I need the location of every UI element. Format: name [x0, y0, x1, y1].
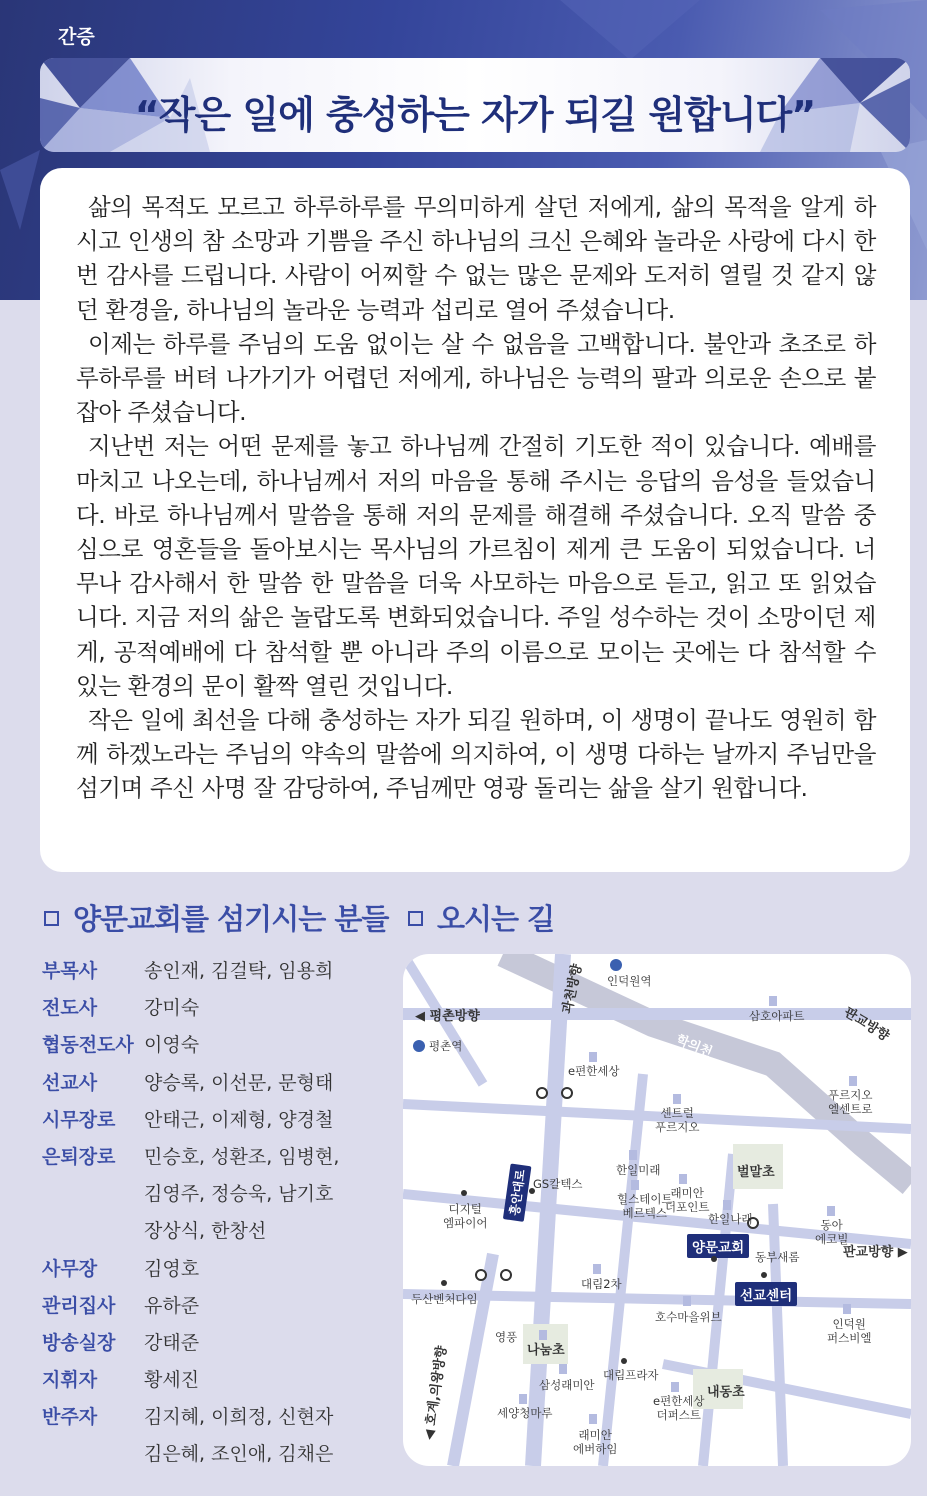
map-label: 영풍: [495, 1330, 518, 1344]
direction-pangyo-right-label: 판교방향 ▶: [843, 1245, 908, 1260]
map-label: 두산벤처다임: [411, 1292, 478, 1306]
map-label: 삼성래미안: [539, 1378, 595, 1392]
title-banner: [40, 58, 910, 152]
map-label: 호수마을위브: [655, 1310, 722, 1324]
pyeongchon-station-label: 평촌역: [429, 1039, 463, 1053]
bus-stop-icon: [500, 1269, 512, 1281]
building-icon: [629, 1150, 637, 1160]
staff-row: 김영주, 정승욱, 남기호: [144, 1183, 334, 1206]
testimony-text: [76, 190, 876, 806]
staff-row: 관리집사 유하준: [42, 1294, 200, 1317]
map-label: 래미안 에버하임: [573, 1428, 618, 1456]
testimony-card: [40, 168, 910, 872]
testimony-paragraph: 작은 일에 최선을 다해 충성하는 자가 되길 원하며, 이 생명이 끝나도 영원히 함께 하겠노라는 주님의 약속의 말씀에 의지하여, 이 생명 다하는 날까지 주님만을 섬기며 주신 사명 잘 감당하여, 주님께만 영광 돌리는 삶을 살기 원합니다.: [76, 706, 876, 803]
building-icon: [559, 1364, 567, 1374]
mission-center-label: 선교센터: [735, 1282, 797, 1306]
testimony-paragraph: 삶의 목적도 모르고 하루하루를 무의미하게 살던 저에게, 삶의 목적을 알게 하시고 인생의 참 소망과 기쁨을 주신 하나님의 크신 은혜와 놀라운 사랑에 다시 한 번 감사를 드립니다. 사람이 어찌할 수 없는 많은 문제와 도저히 열릴 것 같지 않던 환경을, 하나님의 놀라운 능력과 섭리로 열어 주셨습니다.: [76, 193, 876, 324]
map-label: 대림2차: [581, 1277, 622, 1291]
map-label: 동부새롬: [755, 1250, 800, 1264]
direction-pangyo-top-label: 판교방향: [841, 1004, 892, 1045]
staff-row: 전도사 강미숙: [42, 997, 200, 1020]
poi-dot-icon: [621, 1358, 627, 1364]
staff-row: 지휘자 황세진: [42, 1369, 200, 1392]
building-icon: [631, 1180, 639, 1190]
poi-dot-icon: [441, 1280, 447, 1286]
map-label: 센트럴 푸르지오: [655, 1106, 700, 1134]
staff-row: 장상식, 한창선: [144, 1220, 267, 1243]
bus-stop-icon: [536, 1087, 548, 1099]
poi-dot-icon: [461, 1190, 467, 1196]
testimony-paragraph: 이제는 하루를 주님의 도움 없이는 살 수 없음을 고백합니다. 불안과 초조로 하루하루를 버텨 나가기가 어렵던 저에게, 하나님은 능력의 팔과 의로운 손으로 붙잡아 주셨습니다.: [76, 329, 876, 427]
direction-gwacheon-label: 과천방향: [560, 962, 586, 1016]
map-label: 푸르지오 엘센트로: [828, 1088, 873, 1116]
map-label: 나눔초: [527, 1343, 565, 1358]
square-bullet-icon: [44, 911, 59, 926]
mission-center-dot-icon: [761, 1272, 767, 1278]
subway-icon: [610, 959, 622, 971]
staff-row: 시무장로 안태근, 이제형, 양경철: [42, 1108, 334, 1131]
direction-pyeongchon-label: ◀ 평촌방향: [415, 1009, 480, 1024]
staff-row: 부목사 송인재, 김걸탁, 임용희: [42, 960, 334, 982]
staff-heading: 양문교회를 섬기시는 분들: [44, 897, 388, 938]
map-label: 인덕원 퍼스비엘: [827, 1317, 872, 1345]
map-label: e편한세상: [568, 1064, 620, 1078]
building-icon: [769, 996, 777, 1006]
map-label: 대림프라자: [603, 1368, 659, 1382]
staff-row: 방송실장 강태준: [42, 1331, 200, 1354]
road-label: 흥안대로: [503, 1163, 532, 1222]
building-icon: [671, 1382, 679, 1392]
map-label: 래미안 더포인트: [665, 1186, 710, 1214]
map-label: 한일미래: [616, 1163, 661, 1177]
subway-icon: [413, 1040, 425, 1052]
bus-stop-icon: [561, 1087, 573, 1099]
building-icon: [519, 1394, 527, 1404]
map-label: 힐스테이트 베르텍스: [617, 1192, 673, 1220]
building-icon: [679, 1174, 687, 1184]
building-icon: [723, 1200, 731, 1210]
building-icon: [539, 1330, 547, 1340]
location-map[interactable]: [403, 954, 911, 1466]
section-tag: 간증: [58, 26, 95, 48]
building-icon: [843, 1304, 851, 1314]
page-title: “작은 일에 충성하는 자가 되길 원합니다”: [134, 93, 816, 137]
staff-row: 반주자 김지혜, 이희정, 신현자: [42, 1406, 334, 1429]
stream-label: 학의천: [673, 1032, 715, 1061]
staff-list: [42, 953, 382, 1474]
map-label: 벌말초: [737, 1165, 775, 1180]
building-icon: [683, 1296, 691, 1306]
staff-row: 협동전도사 이영숙: [42, 1034, 200, 1057]
staff-row: 선교사 양승록, 이선문, 문형태: [42, 1071, 334, 1094]
map-label: e편한세상 더퍼스트: [653, 1394, 705, 1422]
staff-row: 사무장 김영호: [42, 1257, 200, 1280]
map-label: 동아 에코빌: [815, 1218, 849, 1246]
building-icon: [589, 1052, 597, 1062]
church-location-dot-icon: [711, 1256, 717, 1262]
staff-row: 은퇴장로 민승호, 성환조, 임병현,: [42, 1145, 340, 1168]
building-icon: [593, 1264, 601, 1274]
indeogwon-station-label: 인덕원역: [607, 974, 652, 988]
map-label: GS칼텍스: [533, 1177, 583, 1191]
map-label: 디지털 엠파이어: [443, 1202, 488, 1230]
testimony-paragraph: 지난번 저는 어떤 문제를 놓고 하나님께 간절히 기도한 적이 있습니다. 예배를 마치고 나오는데, 하나님께서 저의 마음을 통해 주시는 응답의 음성을 들었습니다. 바로 하나님께서 말씀을 통해 저의 문제를 해결해 주셨습니다. 오직 말씀 중심으로 영혼들을 돌아보시는 목사님의 가르침이 제게 큰 도움이 되었습니다. 너무나 감사해서 한 말씀 한 말씀을 더욱 사모하는 마음으로 듣고, 읽고 또 읽었습니다. 지금 저의 삶은 놀랍도록 변화되었습니다. 주일 성수하는 것이 소망이던 제게, 공적예배에 다 참석할 뿐 아니라 주의 이름으로 모이는 곳에는 다 참석할 수 있는 환경의 문이 활짝 열린 것입니다.: [76, 432, 876, 700]
bus-stop-icon: [475, 1269, 487, 1281]
map-heading: 오시는 길: [408, 897, 554, 938]
yangmun-church-label: 양문교회: [687, 1234, 749, 1258]
map-label: 한일나래: [708, 1212, 753, 1226]
direction-hogye-label: ◀ 호계,의왕방향: [421, 1344, 450, 1441]
map-label: 세양청마루: [497, 1406, 553, 1420]
map-label: 삼호아파트: [749, 1009, 805, 1023]
building-icon: [827, 1206, 835, 1216]
building-icon: [849, 1076, 857, 1086]
map-label: 내동초: [707, 1385, 745, 1400]
building-icon: [673, 1094, 681, 1104]
staff-row: 김은혜, 조인애, 김채은: [144, 1443, 334, 1466]
building-icon: [589, 1414, 597, 1424]
square-bullet-icon: [408, 911, 423, 926]
